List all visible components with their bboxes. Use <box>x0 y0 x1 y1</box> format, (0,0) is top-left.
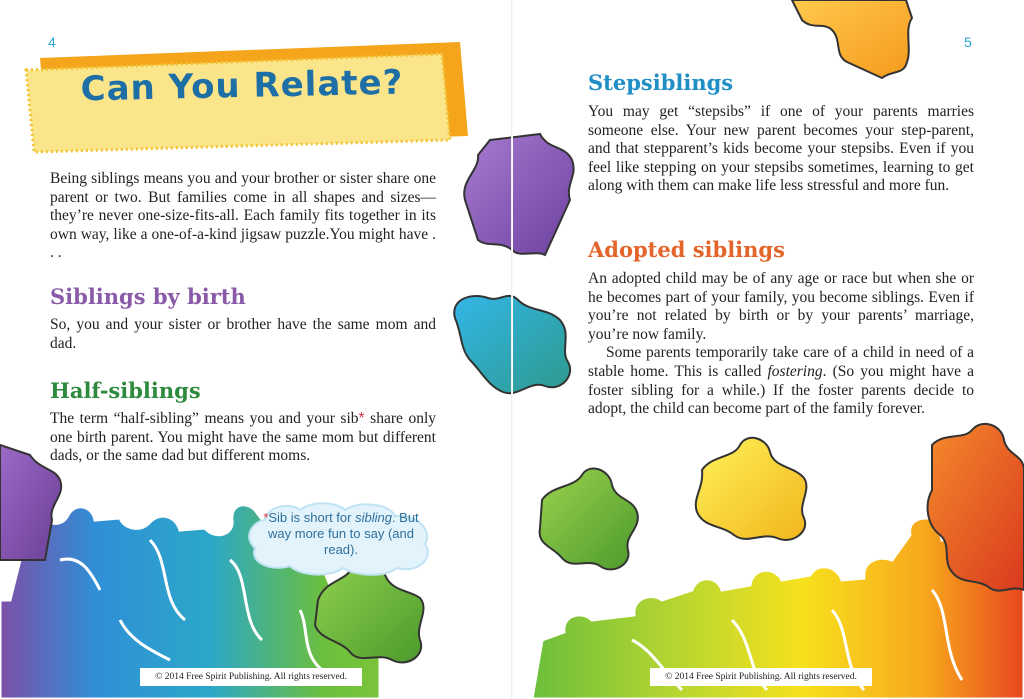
callout-asterisk: * <box>263 510 269 525</box>
half-siblings-text-end: share only one birth parent. You might have the same mom but different dads, or the same dad but different moms. <box>50 410 437 465</box>
copyright-left: © 2014 Free Spirit Publishing. All rights reserved. <box>140 668 362 686</box>
heading-stepsiblings: Stepsiblings <box>588 70 734 95</box>
adopted-paragraph-2 <box>588 344 974 418</box>
heading-half-siblings: Half-siblings <box>50 378 201 403</box>
callout-term: sibling <box>355 510 392 525</box>
siblings-by-birth-text: So, you and your sister or brother have the same mom and dad. <box>50 316 436 352</box>
callout-text-end: . But way more fun to say (and read). <box>268 510 419 557</box>
heading-adopted-siblings: Adopted siblings <box>588 237 785 262</box>
green-piece-right-icon <box>540 468 638 569</box>
page-title: Can You Relate? <box>80 62 404 110</box>
page-number-right: 5 <box>964 34 972 50</box>
copyright-right: © 2014 Free Spirit Publishing. All rights reserved. <box>650 668 872 686</box>
half-siblings-text <box>50 410 436 466</box>
half-siblings-text-start: The term “half-sibling” means you and your sib <box>50 410 359 427</box>
adopted-paragraph-1: An adopted child may be of any age or race but when she or he becomes part of your family, you become siblings. Even if you’re not related by birth or by your parents’ marriage, you’re now family. <box>588 270 974 343</box>
title-banner <box>22 40 470 158</box>
intro-paragraph: Being siblings means you and your brother or sister share one parent or two. But families come in all shapes and sizes—they’re never one-size-fits-all. Each family fits together in its own way, like a one-of-a-kind jigsaw puzzle.You might have . . . <box>50 170 436 262</box>
callout-text <box>258 510 424 558</box>
fostering-text-start: Some parents temporarily take care of a child in need of a stable home. This is called <box>588 344 974 380</box>
callout-text-start: Sib is short for <box>268 510 356 525</box>
fostering-term: fostering <box>767 362 823 380</box>
right-page <box>512 0 1024 699</box>
heading-siblings-by-birth: Siblings by birth <box>50 284 246 309</box>
page-number-left: 4 <box>48 34 56 50</box>
adopted-siblings-text <box>588 270 974 419</box>
stepsiblings-text: You may get “stepsibs” if one of your parents marries someone else. Your new parent becomes your step-parent, and that stepparent’s kids become your stepsibs. Even if you feel like stepping on your stepsibs sometimes, learning to get along with them can make life less stressful and more fun. <box>588 103 974 195</box>
fostering-text-end: . (So you might have a foster sibling for a while.) If the foster parents decide to adopt, the child can become part of the family forever. <box>588 362 974 418</box>
orange-piece-icon <box>792 0 912 78</box>
yellow-piece-icon <box>696 438 807 540</box>
footnote-asterisk: * <box>358 410 365 427</box>
book-gutter <box>511 0 513 699</box>
